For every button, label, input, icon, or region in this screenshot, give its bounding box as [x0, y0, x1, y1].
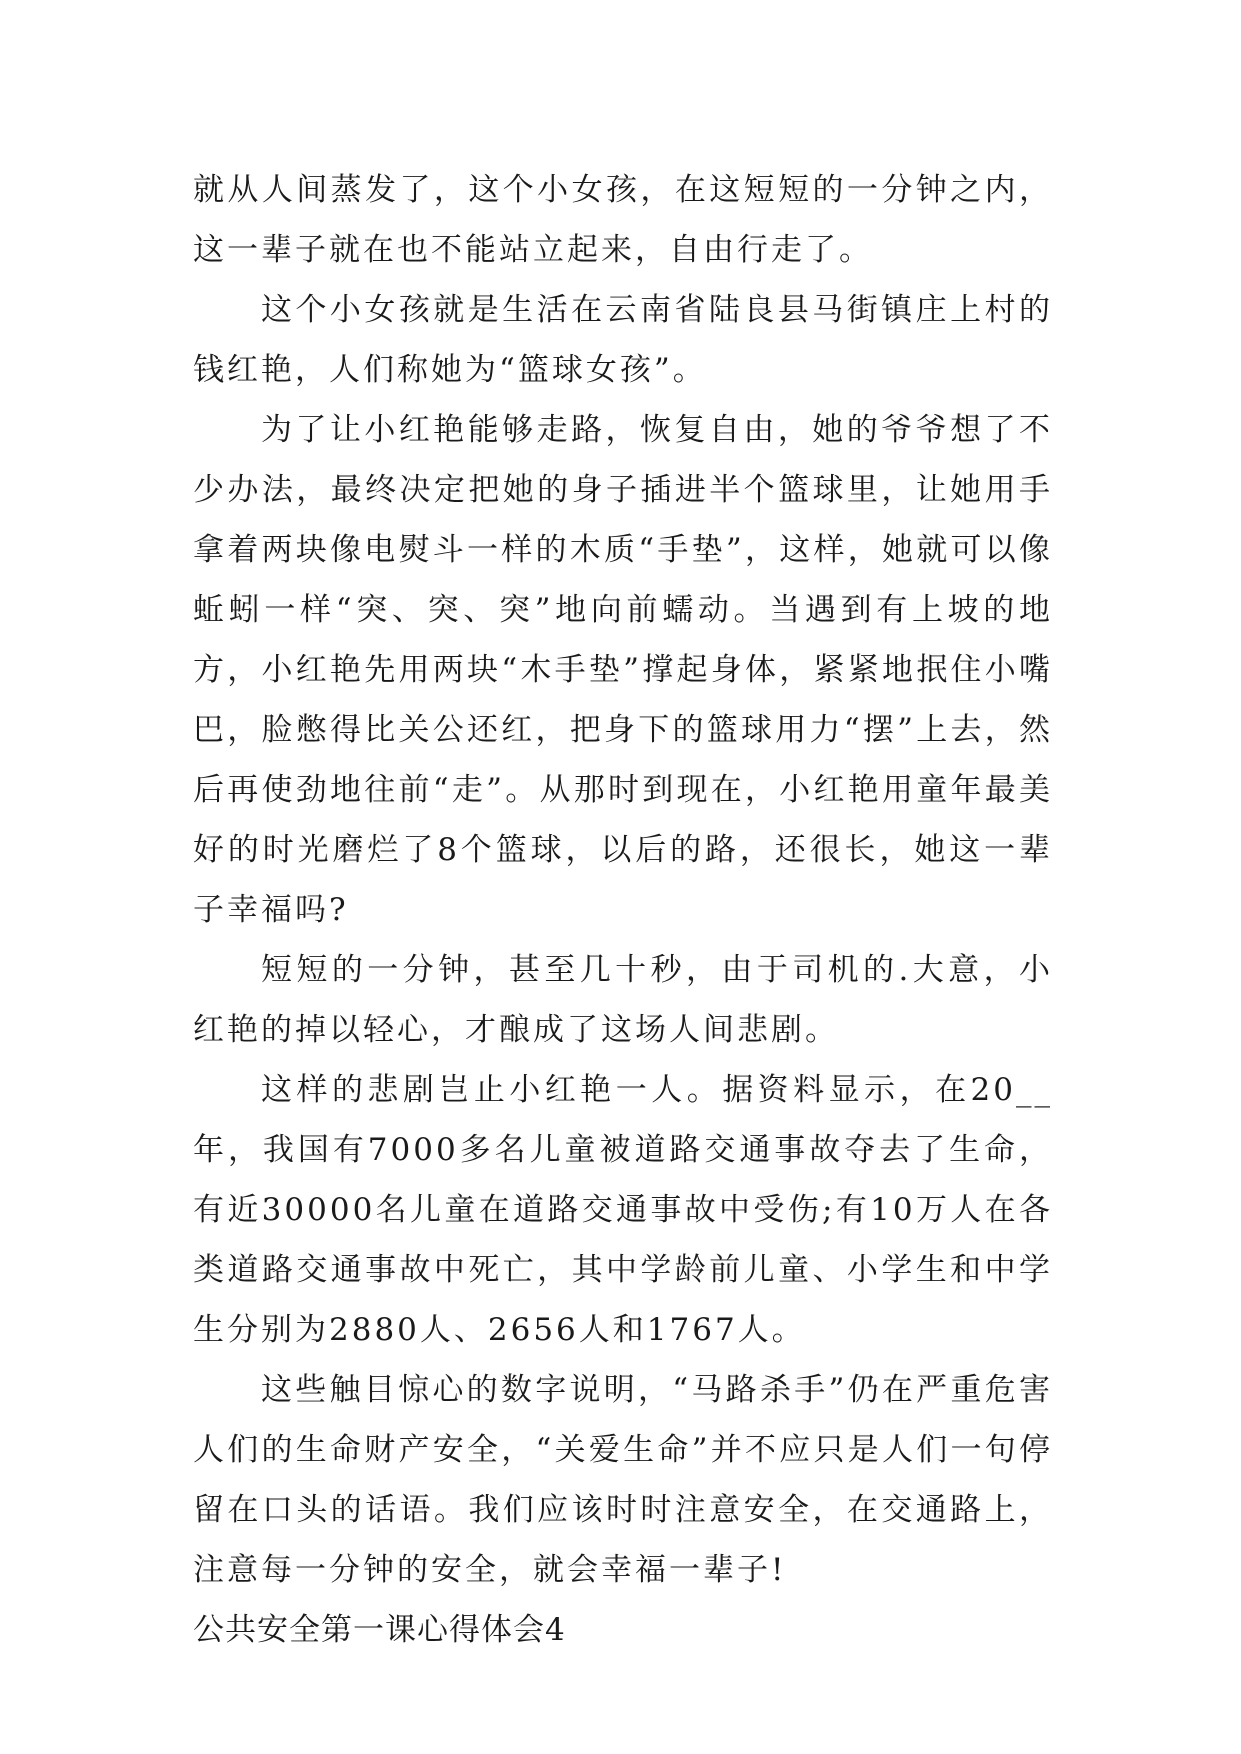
paragraph-statistics: 这样的悲剧岂止小红艳一人。据资料显示，在20__年，我国有7000多名儿童被道路交通事故夺去了生命，有近30000名儿童在道路交通事故中受伤;有10万人在各类道路交通事故中死亡，其中学龄前儿童、小学生和中学生分别为2880人、2656人和1767人。: [193, 1072, 1053, 1348]
paragraph-conclusion: 这些触目惊心的数字说明，“马路杀手”仍在严重危害人们的生命财产安全，“关爱生命”并不应只是人们一句停留在口头的话语。我们应该时时注意安全，在交通路上，注意每一分钟的安全，就会幸福一辈子!: [193, 1372, 1053, 1588]
paragraph-continuation: 就从人间蒸发了，这个小女孩，在这短短的一分钟之内，这一辈子就在也不能站立起来，自由行走了。: [193, 172, 1053, 268]
paragraph-grandfather-method: 为了让小红艳能够走路，恢复自由，她的爷爷想了不少办法，最终决定把她的身子插进半个篮球里，让她用手拿着两块像电熨斗一样的木质“手垫”，这样，她就可以像蚯蚓一样“突、突、突”地向前蠕动。当遇到有上坡的地方，小红艳先用两块“木手垫”撑起身体，紧紧地抿住小嘴巴，脸憋得比关公还红，把身下的篮球用力“摆”上去，然后再使劲地往前“走”。从那时到现在，小红艳用童年最美好的时光磨烂了8个篮球，以后的路，还很长，她这一辈子幸福吗?: [193, 412, 1053, 928]
paragraph-basketball-girl: 这个小女孩就是生活在云南省陆良县马街镇庄上村的钱红艳，人们称她为“篮球女孩”。: [193, 292, 1053, 388]
paragraph-one-minute: 短短的一分钟，甚至几十秒，由于司机的.大意，小红艳的掉以轻心，才酿成了这场人间悲剧。: [193, 952, 1053, 1048]
section-heading: 公共安全第一课心得体会4: [193, 1612, 566, 1648]
document-body: [193, 160, 1053, 1660]
